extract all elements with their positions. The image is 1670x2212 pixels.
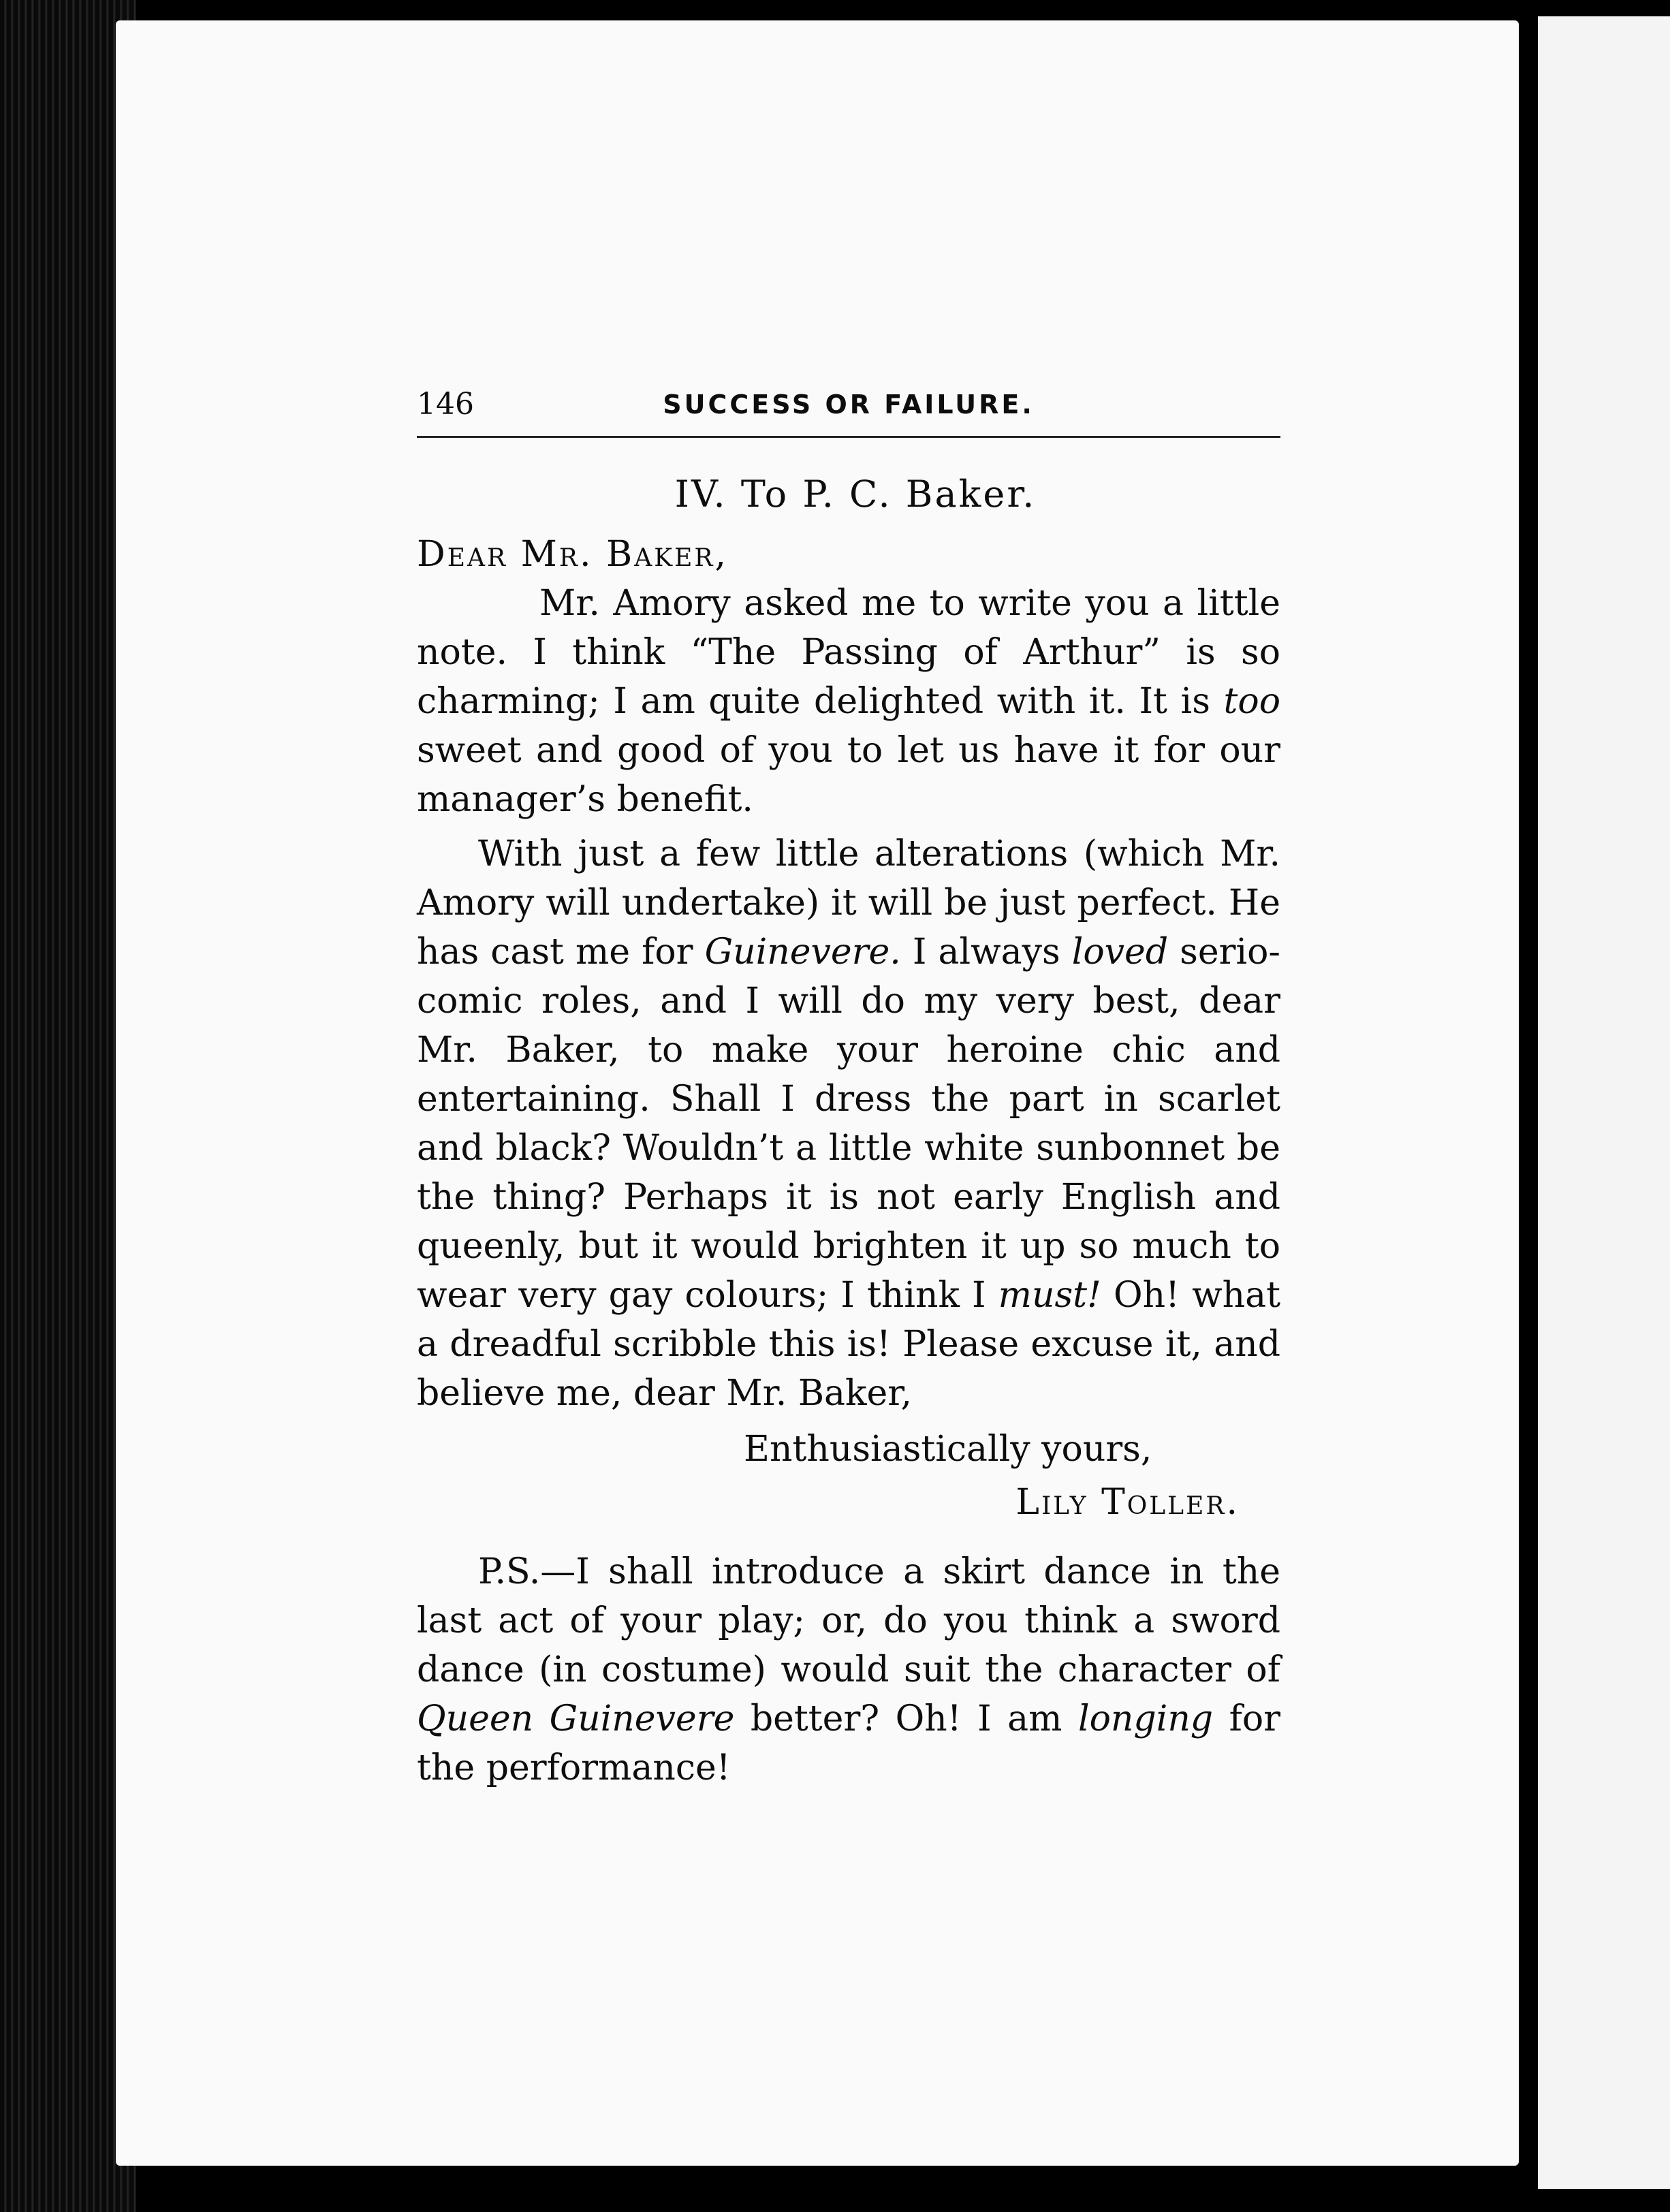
- paragraph-1-emphasis: too: [1223, 681, 1280, 722]
- paragraph-1-text-a: Mr. Amory asked me to write you a little note. I think “The Passing of Arthur” is so charming; I am quite delighted with it. It is: [417, 583, 1280, 722]
- next-page-edge: [1538, 16, 1670, 2189]
- section-heading: IV. To P. C. Baker.: [674, 473, 1037, 516]
- postscript: [417, 1547, 1280, 1792]
- postscript-text-b: better? Oh! I am: [734, 1698, 1078, 1739]
- page-number: 146: [417, 387, 474, 422]
- running-head: [417, 387, 1280, 428]
- header-rule: [417, 436, 1280, 438]
- postscript-text-c: for the performance!: [417, 1698, 1280, 1788]
- postscript-text-a: P.S.—I shall introduce a skirt dance in the last act of your play; or, do you think a sword dance (in costume) would suit the character of: [417, 1551, 1280, 1690]
- paragraph-1-text-b: sweet and good of you to let us have it for our manager’s benefit.: [417, 730, 1280, 820]
- paragraph-2-text-d: Oh! what a dreadful scribble this is! Please excuse it, and believe me, dear Mr. Baker,: [417, 1275, 1280, 1414]
- closing: Enthusiastically yours,: [744, 1429, 1152, 1470]
- paragraph-2-text-b: I always: [900, 932, 1072, 973]
- paragraph-2-text-a: With just a few little alterations (which Mr. Amory will undertake) it will be just perfect. He has cast me for: [417, 834, 1280, 973]
- paragraph-2: [417, 830, 1280, 1418]
- salutation: Dear Mr. Baker,: [417, 534, 729, 575]
- signature: Lily Toller.: [1015, 1482, 1240, 1523]
- postscript-emphasis-2: longing: [1077, 1698, 1214, 1739]
- paragraph-1: [417, 579, 1280, 824]
- paragraph-2-text-c: serio-comic roles, and I will do my very best, dear Mr. Baker, to make your heroine chic and entertaining. Shall I dress the part in scarlet and black? Wouldn’t a little white sunbonnet be the thing? Perhaps it is not early English and queenly, but it would brighten it up so much to wear very gay colours; I think I: [417, 932, 1280, 1316]
- postscript-emphasis-1: Queen Guinevere: [417, 1698, 735, 1739]
- page-gutter: [1519, 0, 1538, 2212]
- paragraph-2-emphasis-2: loved: [1071, 932, 1169, 973]
- running-title: SUCCESS OR FAILURE.: [663, 390, 1035, 420]
- letter-body: [417, 470, 1280, 1792]
- paragraph-2-emphasis-3: must!: [998, 1275, 1101, 1316]
- paragraph-2-emphasis-1: Guinevere.: [704, 932, 901, 973]
